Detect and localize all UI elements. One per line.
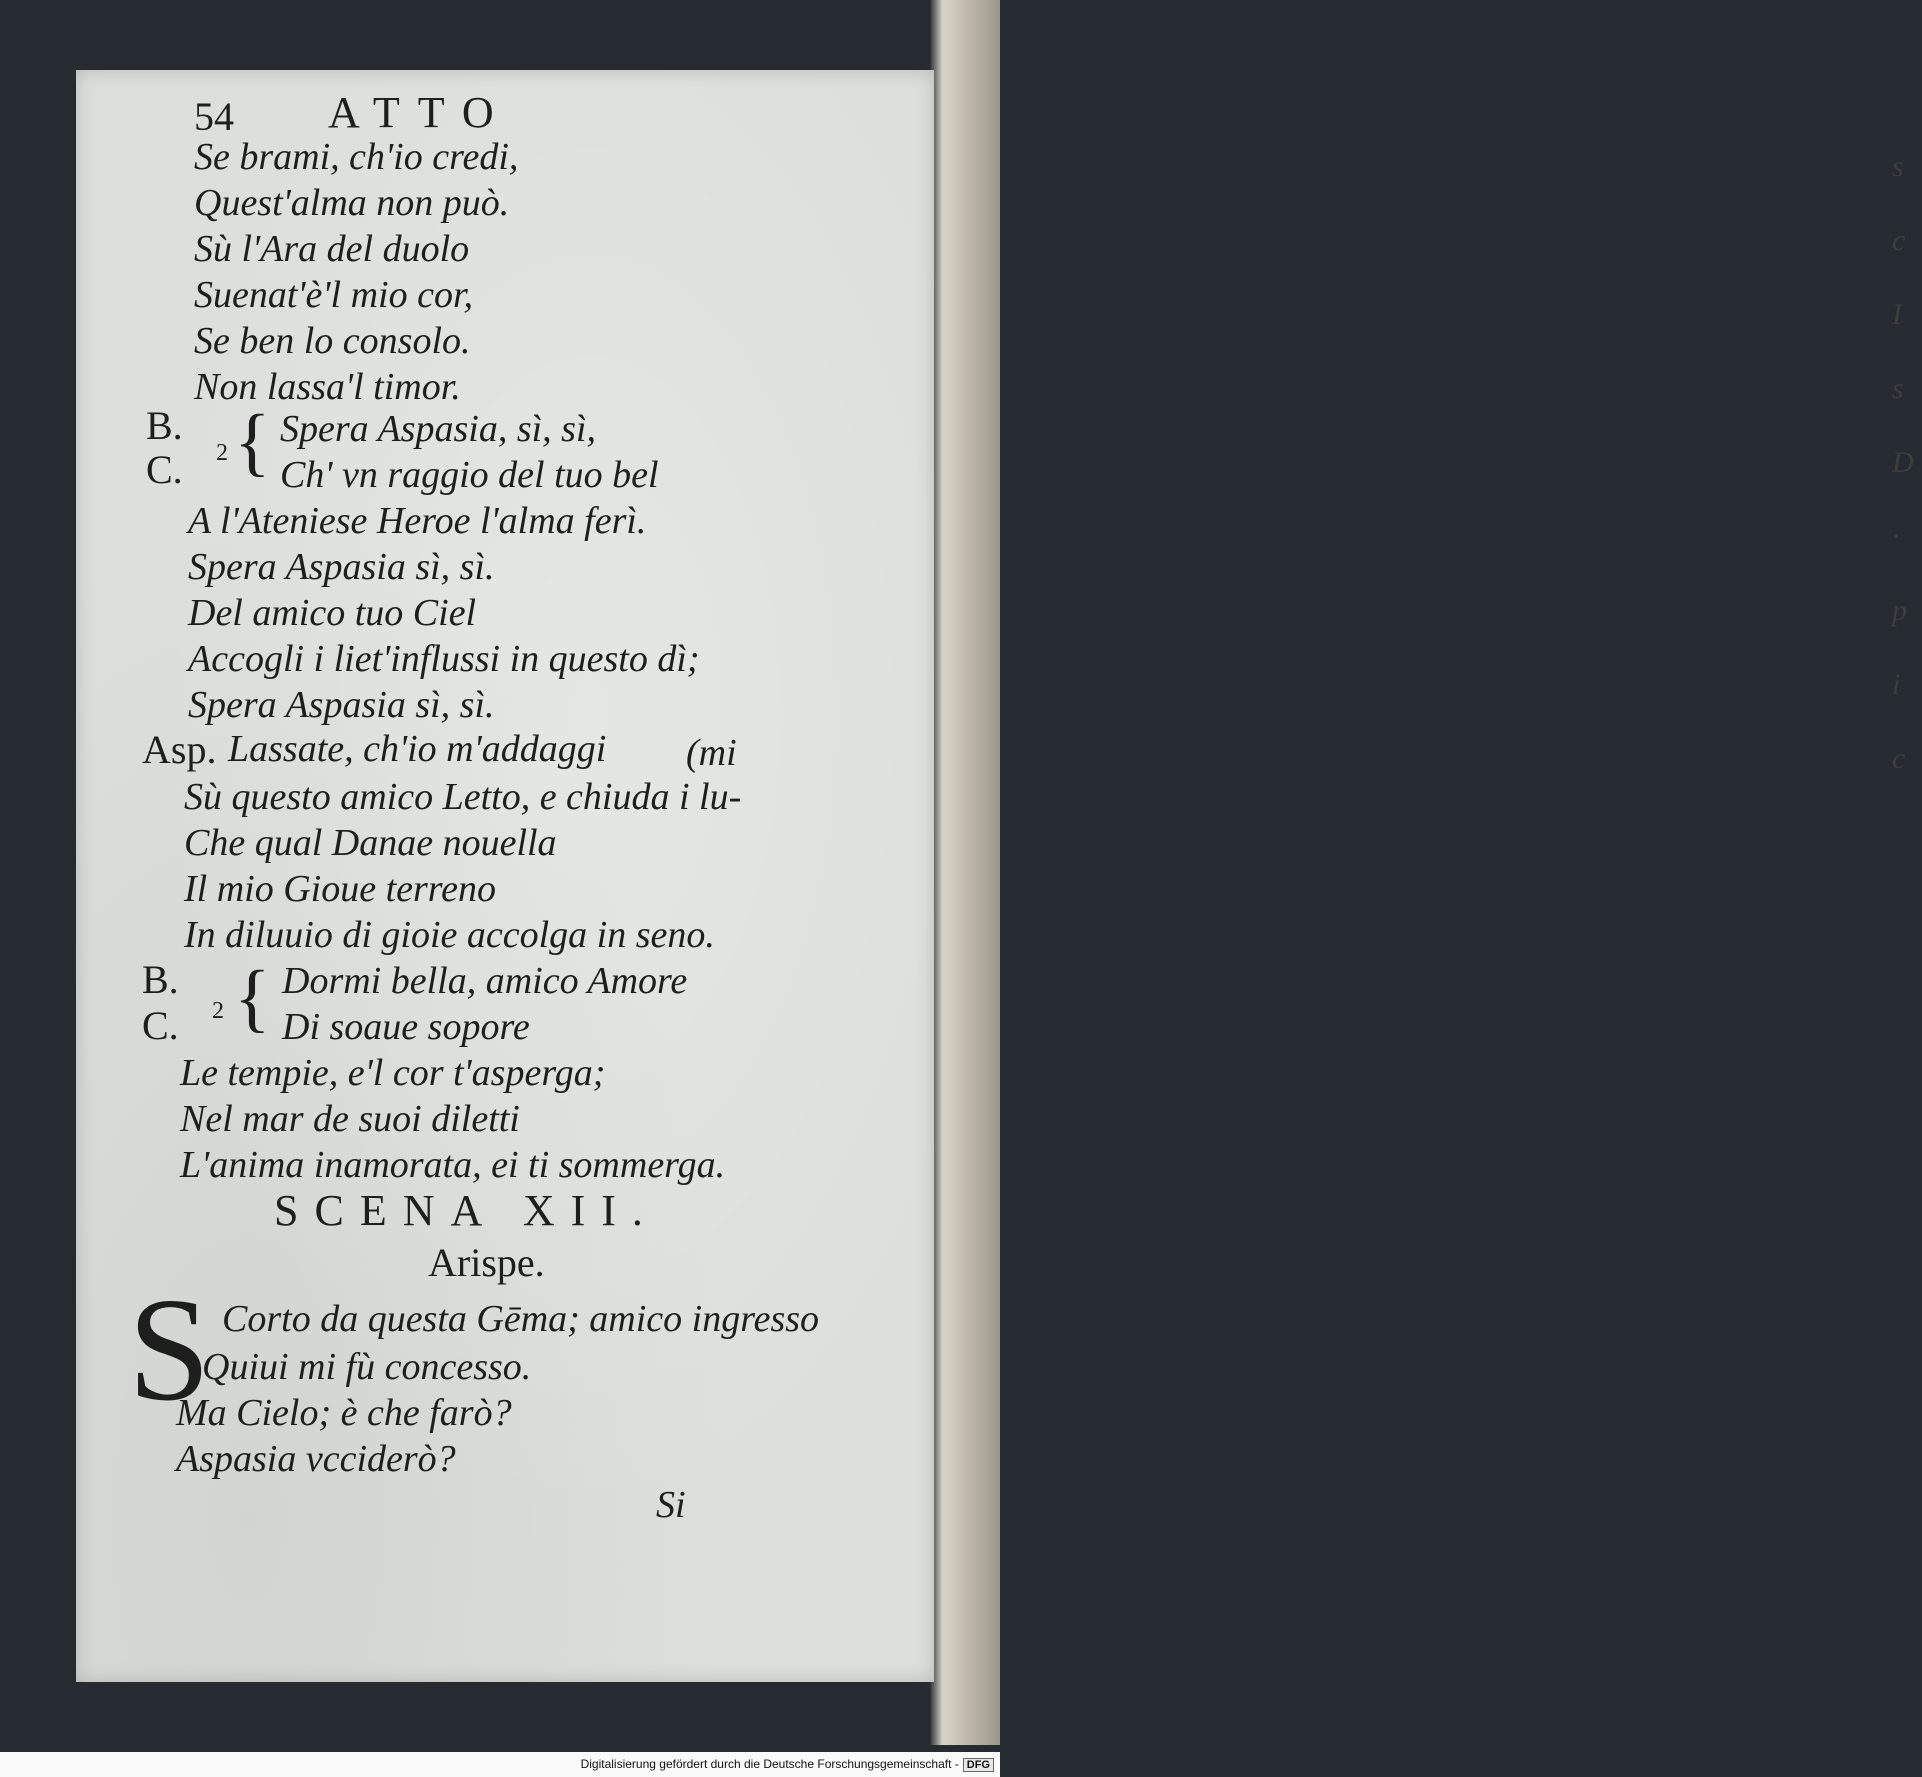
verse-line: Non lassa'l timor. (194, 366, 461, 408)
verse-line: Lassate, ch'io m'addaggi (228, 728, 607, 770)
verse-line: A l'Ateniese Heroe l'alma ferì. (188, 500, 647, 542)
verse-line: Le tempie, e'l cor t'asperga; (180, 1052, 606, 1094)
scene-title: SCENA XII. (274, 1186, 659, 1235)
verse-line: In diluuio di gioie accolga in seno. (184, 914, 715, 956)
verse-line: Quiui mi fù concesso. (202, 1346, 532, 1388)
verse-line: Se brami, ch'io credi, (194, 136, 519, 178)
digitization-footer (0, 1752, 1000, 1777)
footer-text: Digitalisierung gefördert durch die Deutsche Forschungsgemeinschaft - (580, 1757, 959, 1771)
speaker-label: Asp. (142, 727, 217, 772)
verse-line: Sù questo amico Letto, e chiuda i lu- (184, 776, 742, 818)
verse-line: Sù l'Ara del duolo (194, 228, 470, 270)
speaker-label: B. (142, 957, 179, 1002)
verse-line: Corto da questa Gēma; amico ingresso (222, 1298, 820, 1340)
page-number: 54 (194, 94, 234, 139)
verse-line: Accogli i liet'influssi in questo dì; (188, 638, 700, 680)
verse-line: Suenat'è'l mio cor, (194, 274, 474, 316)
verse-line: Dormi bella, amico Amore (282, 960, 688, 1002)
running-head: ATTO (328, 88, 512, 137)
verse-line: Ma Cielo; è che farò? (176, 1392, 512, 1434)
verse-line: Nel mar de suoi diletti (180, 1098, 520, 1140)
scene-character: Arispe. (428, 1240, 545, 1285)
dfg-logo: DFG (963, 1758, 994, 1772)
verse-line: Ch' vn raggio del tuo bel (280, 454, 659, 496)
speaker-label: B. (146, 403, 183, 448)
adjacent-page-edge (930, 0, 1914, 1745)
verse-line: Quest'alma non può. (194, 182, 510, 224)
bleed-through-text: s c I s D · p i c (1892, 150, 1914, 775)
book-page (76, 70, 934, 1682)
verse-line: Il mio Gioue terreno (184, 868, 497, 910)
verse-line: Aspasia vcciderò? (176, 1438, 456, 1480)
verse-line-turnover: (mi (686, 732, 737, 774)
verse-line: Spera Aspasia sì, sì. (188, 546, 495, 588)
verse-line: L'anima inamorata, ei ti sommerga. (180, 1144, 726, 1186)
speaker-label: C. (146, 447, 183, 492)
drop-cap: S (128, 1268, 211, 1432)
speaker-label: C. (142, 1003, 179, 1048)
verse-line: Se ben lo consolo. (194, 320, 471, 362)
verse-line: Spera Aspasia, sì, sì, (280, 408, 597, 450)
verse-line: Spera Aspasia sì, sì. (188, 684, 495, 726)
catchword: Si (656, 1484, 686, 1526)
verse-line: Che qual Danae nouella (184, 822, 557, 864)
verse-line: Del amico tuo Ciel (188, 592, 477, 634)
voice-count: 2 (216, 440, 228, 466)
voice-count: 2 (212, 998, 224, 1024)
verse-line: Di soaue sopore (282, 1006, 530, 1048)
brace-glyph: { (234, 956, 271, 1040)
brace-glyph: { (234, 400, 271, 484)
